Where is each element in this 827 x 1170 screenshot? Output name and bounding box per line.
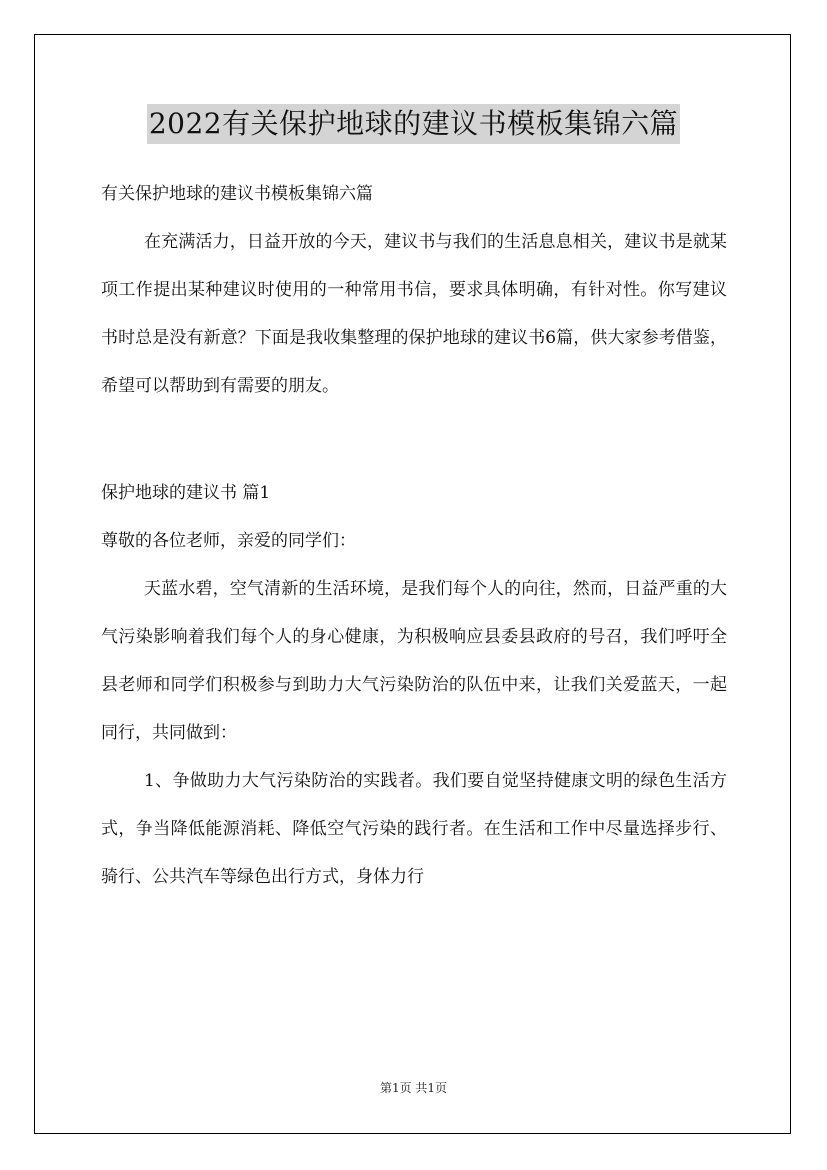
body-paragraph-1: 天蓝水碧，空气清新的生活环境，是我们每个人的向往，然而，日益严重的大气污染影响着我们每个人的身心健康，为积极响应县委县政府的号召，我们呼吁全县老师和同学们积极参与到助力大气污染防治的队伍中来，让我们关爱蓝天，一起同行，共同做到： [101, 579, 727, 743]
section-spacer [101, 410, 727, 469]
document-body [101, 170, 727, 901]
document-title-wrapper [0, 103, 827, 144]
page-number-footer: 第1页 共1页 [379, 1081, 448, 1095]
body-paragraph-2: 1、争做助力大气污染防治的实践者。我们要自觉坚持健康文明的绿色生活方式，争当降低能源消耗、降低空气污染的践行者。在生活和工作中尽量选择步行、骑行、公共汽车等绿色出行方式，身体力行 [101, 771, 727, 887]
document-subtitle: 有关保护地球的建议书模板集锦六篇 [101, 184, 373, 204]
document-title: 2022有关保护地球的建议书模板集锦六篇 [147, 104, 680, 144]
intro-paragraph: 在充满活力，日益开放的今天，建议书与我们的生活息息相关，建议书是就某项工作提出某种建议时使用的一种常用书信，要求具体明确，有针对性。你写建议书时总是没有新意？下面是我收集整理的保护地球的建议书6篇，供大家参考借鉴，希望可以帮助到有需要的朋友。 [101, 232, 727, 396]
salutation: 尊敬的各位老师，亲爱的同学们： [101, 531, 356, 551]
section-heading: 保护地球的建议书 篇1 [101, 483, 271, 503]
